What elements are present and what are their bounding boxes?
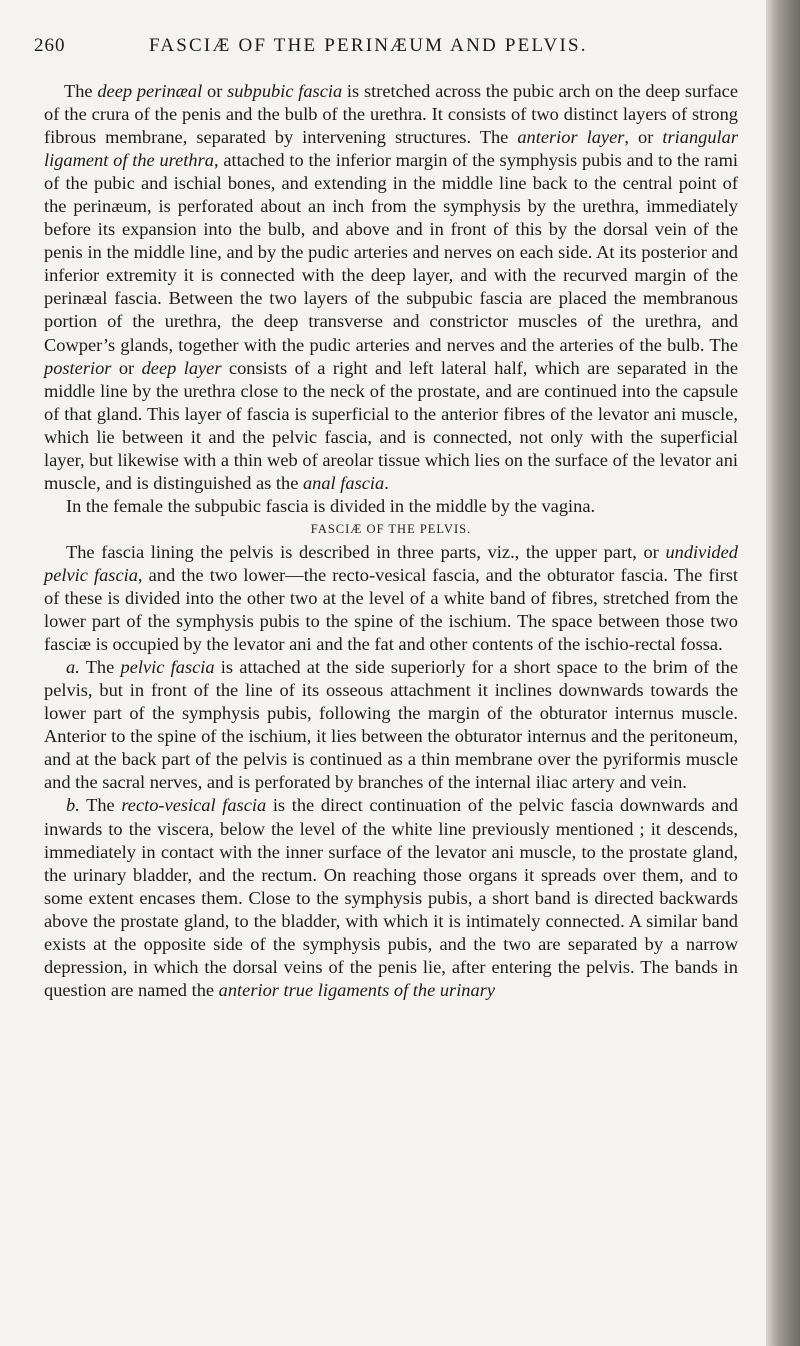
item-marker-b: b. — [66, 795, 80, 816]
term-deep-perineal: deep perinæal — [97, 81, 203, 101]
term-anterior-layer: anterior layer — [517, 127, 625, 148]
term-triangular-ligament: triangular ligament of the urethra — [44, 127, 738, 171]
term-posterior: posterior — [44, 357, 112, 378]
term-pelvic-fascia: pelvic fascia — [120, 657, 215, 678]
page-edge-shadow — [766, 0, 800, 1346]
page-header — [34, 35, 754, 59]
term-recto-vesical-fascia: recto-vesical fascia — [121, 795, 267, 816]
paragraph-deep-perineal-fascia: The deep perinæal or subpubic fascia is stretched across the pubic arch on the deep surface of the crura of the penis and the bulb of the urethra. It consists of two distinct layers of strong fibrous membrane, separated by intervening structures. The anterior layer, or triangular ligament of the urethra, attached to the inferior margin of the symphysis pubis and to the rami of the pubic and ischial bones, and extending in the middle line back to the central point of the perinæum, is perforated about an inch from the symphysis by the urethra, immediately before its expansion into the bulb, and above and in front of this by the dorsal vein of the penis in the middle line, and by the pudic arteries and nerves on each side. At its posterior and inferior extremity it is connected with the deep layer, and with the recurved margin of the perinæal fascia. Between the two layers of the subpubic fascia are placed the membranous portion of the urethra, the deep transverse and constrictor muscles of the urethra, and Cowper’s glands, together with the pudic arteries and nerves and the arteries of the bulb. The posterior or deep layer consists of a right and left lateral half, which are separated in the middle line by the urethra close to the neck of the prostate, and are continued into the capsule of that gland. This layer of fascia is superficial to the anterior fibres of the levator ani muscle, which lie between it and the pelvic fascia, and is connected, not only with the superficial layer, but likewise with a thin web of areolar tissue which lies on the surface of the levator ani muscle, and is distinguished as the anal fascia. — [44, 81, 739, 493]
running-title: FASCIÆ OF THE PERINÆUM AND PELVIS. — [149, 35, 588, 56]
paragraph-a-pelvic-fascia: a. The pelvic fascia is attached at the side superiorly for a short space to the brim of the pelvis, but in front of the line of its osseous attachment it inclines downwards towards the lower part of the symphysis pubis, following the margin of the obturator internus muscle. Anterior to the spine of the ischium, it lies between the obturator internus and the peritoneum, and at the back part of the pelvis is continued as a thin membrane over the pyriformis muscle and the sacral nerves, and is perforated by branches of the internal iliac artery and vein. — [44, 657, 738, 793]
item-marker-a: a. — [66, 657, 80, 678]
term-deep-layer: deep layer — [141, 357, 222, 378]
term-anal-fascia: anal fascia — [302, 472, 385, 493]
term-anterior-true-ligaments: anterior true ligaments of the urinary — [218, 979, 496, 1000]
body-text — [44, 80, 738, 1002]
term-subpubic-fascia: subpubic fascia — [227, 81, 343, 101]
term-undivided-pelvic-fascia: undivided pelvic fascia — [44, 541, 738, 585]
paragraph-female: In the female the subpubic fascia is divided in the middle by the vagina. — [66, 495, 596, 516]
paragraph-pelvic-fascia-intro: The fascia lining the pelvis is described in three parts, viz., the upper part, or undivided pelvic fascia, and the two lower—the recto-vesical fascia, and the obturator fascia. The first of these is divided into the other two at the level of a white band of fibres, stretched from the lower part of the symphysis pubis to the spine of the ischium. The space between those two fasciæ is occupied by the levator ani and the fat and other contents of the ischio-rectal fossa. — [44, 541, 738, 655]
paragraph-b-recto-vesical: b. The recto-vesical fascia is the direct continuation of the pelvic fascia downwards and inwards to the viscera, below the level of the white line previously mentioned ; it descends, immediately in contact with the inner surface of the levator ani muscle, to the prostate gland, the urinary bladder, and the rectum. On reaching those organs it spreads over them, and to some extent encases them. Close to the symphysis pubis, a short band is directed backwards above the prostate gland, to the bladder, with which it is intimately connected. A similar band exists at the opposite side of the symphysis pubis, and the two are separated by a narrow depression, in which the dorsal veins of the penis lie, after entering the pelvis. The bands in question are named the anterior true ligaments of the urinary — [44, 795, 738, 1000]
page-number: 260 — [34, 35, 66, 56]
section-heading: FASCIÆ OF THE PELVIS. — [310, 521, 472, 536]
